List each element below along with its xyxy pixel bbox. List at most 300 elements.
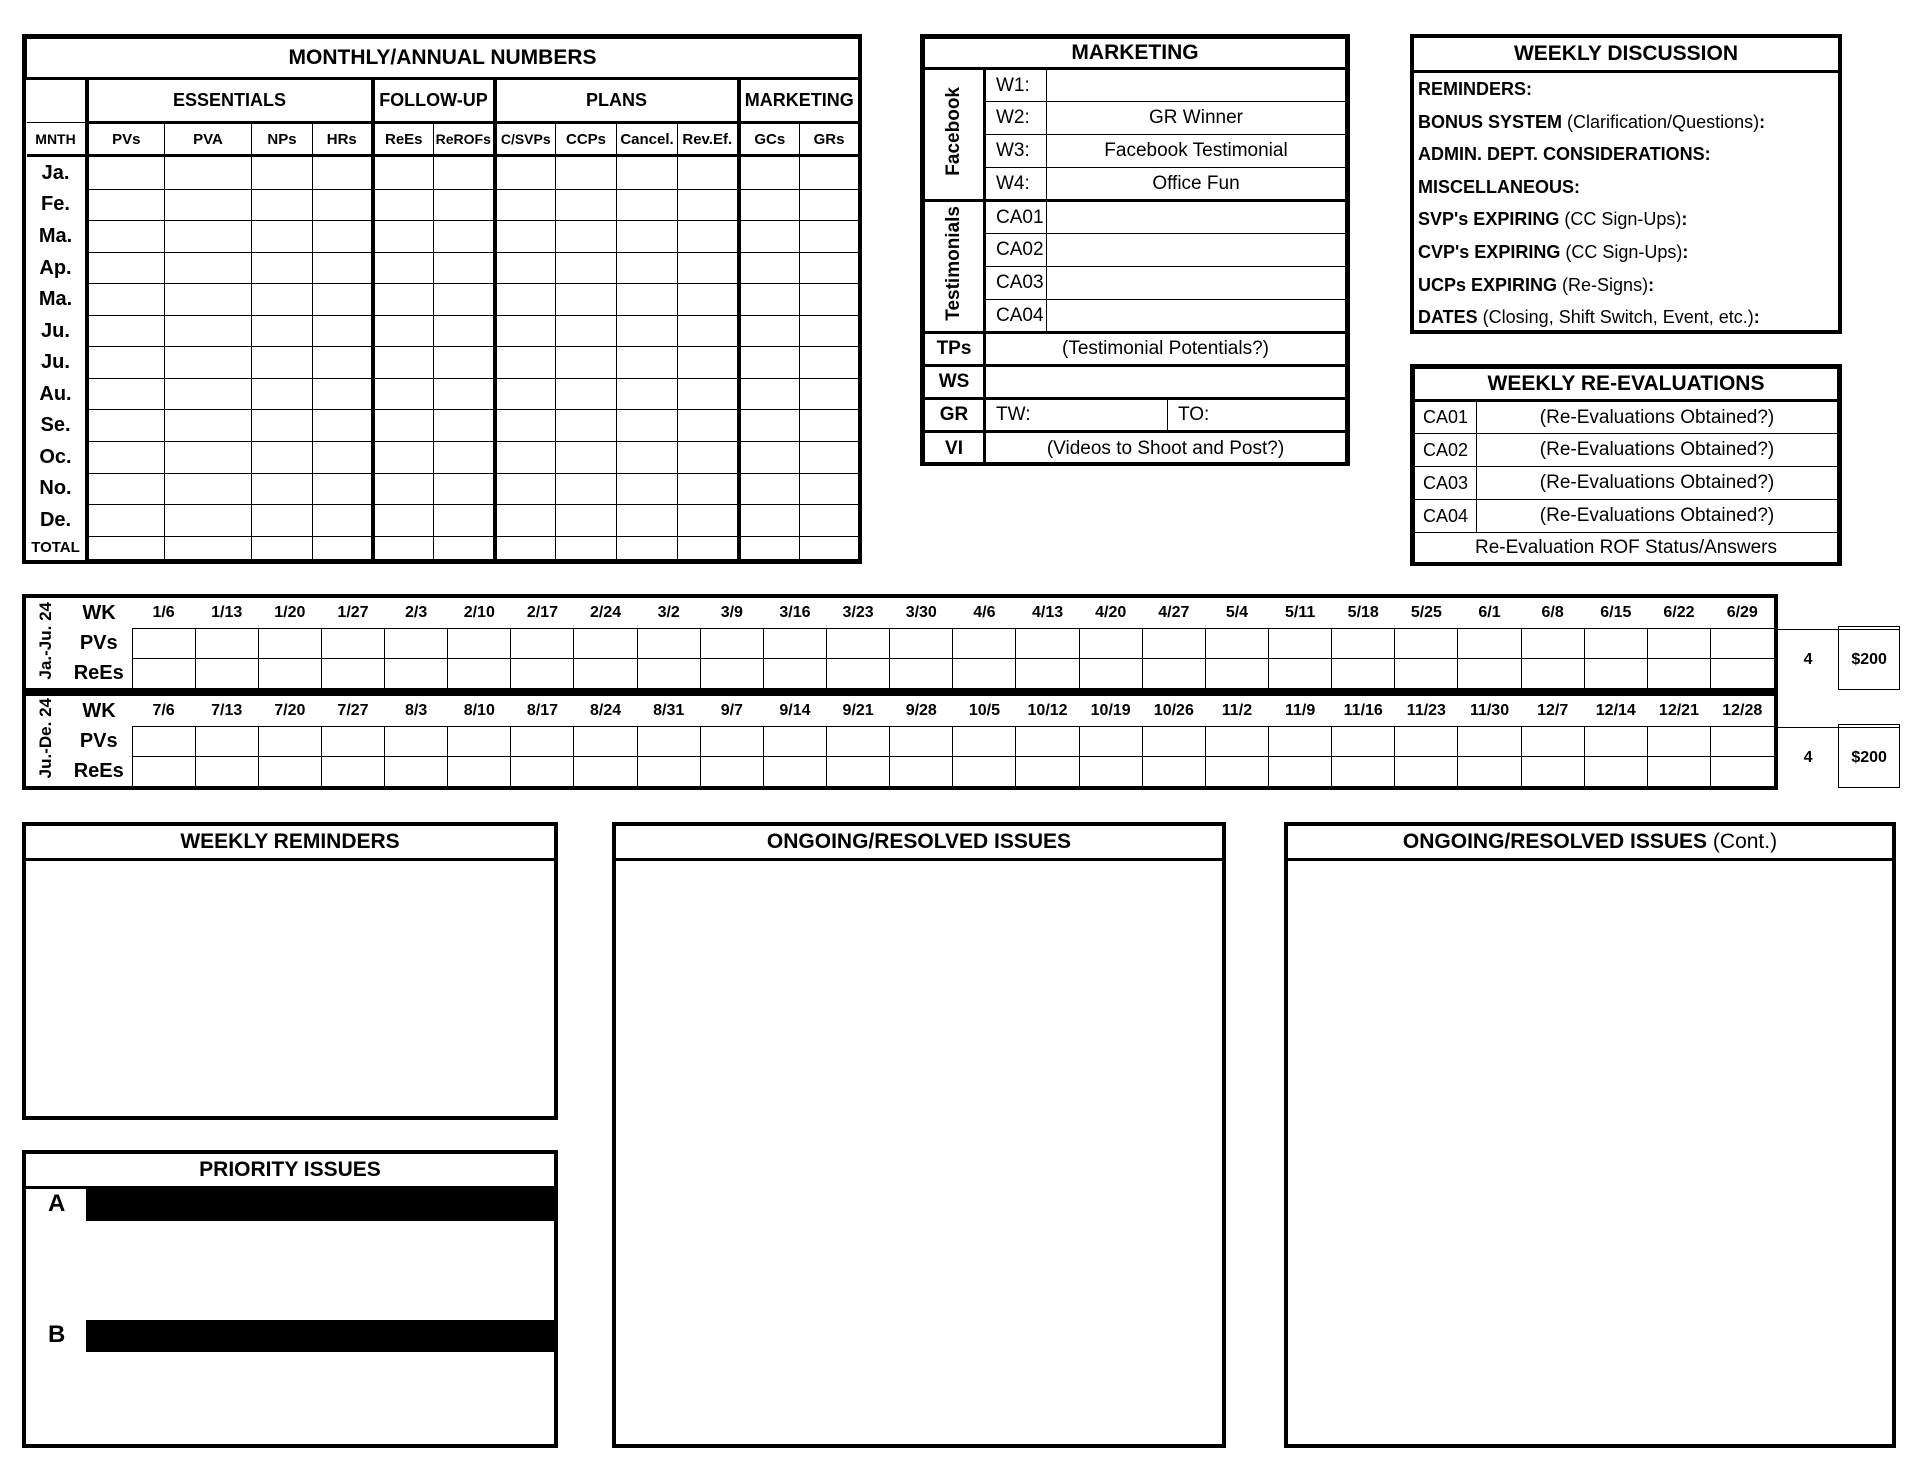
week-date: 10/12: [1016, 696, 1079, 726]
monthly-cell[interactable]: [434, 189, 495, 221]
week-cell[interactable]: [1647, 628, 1710, 658]
week-cell[interactable]: [132, 658, 195, 688]
weekly-reminders-content[interactable]: [26, 861, 554, 1119]
week-cell[interactable]: [1016, 726, 1079, 756]
monthly-cell[interactable]: [434, 156, 495, 190]
monthly-cell[interactable]: [617, 410, 678, 442]
monthly-cell[interactable]: [313, 536, 373, 559]
priority-b-content[interactable]: [26, 1354, 554, 1444]
week-cell[interactable]: [1205, 756, 1268, 786]
week-cell[interactable]: [258, 726, 321, 756]
monthly-cell[interactable]: [739, 347, 800, 379]
monthly-cell[interactable]: [165, 473, 252, 505]
week-cell[interactable]: [637, 726, 700, 756]
monthly-cell[interactable]: [165, 378, 252, 410]
discussion-item[interactable]: DATES (Closing, Shift Switch, Event, etc.):: [1418, 307, 1760, 328]
week-cell[interactable]: [321, 726, 384, 756]
testimonial-value-ca01[interactable]: [1047, 201, 1346, 234]
monthly-cell[interactable]: [434, 284, 495, 316]
monthly-cell[interactable]: [495, 378, 556, 410]
monthly-cell[interactable]: [617, 505, 678, 537]
week-cell[interactable]: [1079, 726, 1142, 756]
week-cell[interactable]: [637, 658, 700, 688]
week-row-label: PVs: [79, 729, 118, 752]
monthly-cell[interactable]: [800, 473, 859, 505]
week-cell[interactable]: [1521, 726, 1584, 756]
week-date: 1/27: [321, 598, 384, 628]
monthly-cell[interactable]: [313, 189, 373, 221]
monthly-cell[interactable]: [800, 189, 859, 221]
monthly-cell[interactable]: [313, 284, 373, 316]
monthly-cell[interactable]: [495, 347, 556, 379]
monthly-cell[interactable]: [739, 315, 800, 347]
week-cell[interactable]: [385, 726, 448, 756]
week-cell[interactable]: [953, 756, 1016, 786]
monthly-cell[interactable]: [373, 221, 434, 253]
monthly-cell[interactable]: [252, 505, 313, 537]
week-cell[interactable]: [953, 726, 1016, 756]
monthly-cell[interactable]: [87, 156, 165, 190]
monthly-cell[interactable]: [165, 505, 252, 537]
monthly-cell[interactable]: [313, 221, 373, 253]
monthly-cell[interactable]: [495, 252, 556, 284]
marketing-gr-to[interactable]: TO:: [1168, 399, 1346, 432]
re-eval-value-ca03[interactable]: (Re-Evaluations Obtained?): [1477, 467, 1838, 500]
monthly-cell[interactable]: [495, 189, 556, 221]
monthly-cell[interactable]: [252, 536, 313, 559]
monthly-cell[interactable]: [373, 189, 434, 221]
monthly-cell[interactable]: [252, 189, 313, 221]
week-cell[interactable]: [1205, 628, 1268, 658]
monthly-cell[interactable]: [165, 410, 252, 442]
monthly-cell[interactable]: [252, 347, 313, 379]
monthly-cell[interactable]: [87, 221, 165, 253]
marketing-value-ws[interactable]: [985, 366, 1346, 399]
week-cell[interactable]: [1205, 658, 1268, 688]
week-cell[interactable]: [321, 756, 384, 786]
week-cell[interactable]: [1079, 628, 1142, 658]
discussion-item[interactable]: SVP's EXPIRING (CC Sign-Ups):: [1418, 209, 1688, 230]
monthly-cell[interactable]: [165, 221, 252, 253]
ongoing-issues-cont-content[interactable]: [1288, 861, 1892, 1447]
monthly-cell[interactable]: [313, 315, 373, 347]
monthly-cell[interactable]: [556, 221, 617, 253]
monthly-cell[interactable]: [800, 156, 859, 190]
monthly-cell[interactable]: [373, 378, 434, 410]
monthly-cell[interactable]: [678, 252, 739, 284]
monthly-cell[interactable]: [495, 284, 556, 316]
week-cell[interactable]: [574, 658, 637, 688]
week-cell[interactable]: [890, 756, 953, 786]
monthly-cell[interactable]: [87, 505, 165, 537]
monthly-cell[interactable]: [739, 473, 800, 505]
week-cell[interactable]: [448, 658, 511, 688]
week-cell[interactable]: [1079, 658, 1142, 688]
monthly-cell[interactable]: [678, 536, 739, 559]
monthly-cell[interactable]: [617, 189, 678, 221]
monthly-cell[interactable]: [87, 410, 165, 442]
week-cell[interactable]: [321, 658, 384, 688]
week-cell[interactable]: [258, 756, 321, 786]
monthly-cell[interactable]: [617, 284, 678, 316]
monthly-cell[interactable]: [373, 315, 434, 347]
week-cell[interactable]: [1016, 658, 1079, 688]
monthly-cell[interactable]: [165, 189, 252, 221]
monthly-cell[interactable]: [800, 442, 859, 474]
monthly-cell[interactable]: [313, 347, 373, 379]
week-cell[interactable]: [1395, 726, 1458, 756]
monthly-cell[interactable]: [165, 252, 252, 284]
week-cell[interactable]: [1269, 658, 1332, 688]
week-cell[interactable]: [258, 658, 321, 688]
week-cell[interactable]: [1395, 756, 1458, 786]
priority-a-bar: [86, 1189, 554, 1221]
week-cell[interactable]: [1142, 628, 1205, 658]
marketing-gr-tw[interactable]: TW:: [985, 399, 1168, 432]
re-eval-value-ca01[interactable]: (Re-Evaluations Obtained?): [1477, 401, 1838, 434]
week-cell[interactable]: [700, 756, 763, 786]
week-cell[interactable]: [195, 726, 258, 756]
monthly-cell[interactable]: [252, 378, 313, 410]
monthly-cell[interactable]: [495, 536, 556, 559]
monthly-cell[interactable]: [495, 410, 556, 442]
monthly-cell[interactable]: [739, 284, 800, 316]
week-cell[interactable]: [1142, 726, 1205, 756]
discussion-item[interactable]: ADMIN. DEPT. CONSIDERATIONS:: [1418, 144, 1711, 165]
week-cell[interactable]: [448, 756, 511, 786]
week-cell[interactable]: [1269, 726, 1332, 756]
monthly-cell[interactable]: [252, 284, 313, 316]
monthly-cell[interactable]: [739, 156, 800, 190]
monthly-cell[interactable]: [373, 473, 434, 505]
week-cell[interactable]: [1521, 628, 1584, 658]
monthly-cell[interactable]: [678, 189, 739, 221]
week-cell[interactable]: [1332, 628, 1395, 658]
week-cell[interactable]: [890, 628, 953, 658]
week-cell[interactable]: [574, 726, 637, 756]
week-cell[interactable]: [1395, 658, 1458, 688]
monthly-cell[interactable]: [252, 252, 313, 284]
discussion-item[interactable]: CVP's EXPIRING (CC Sign-Ups):: [1418, 241, 1689, 262]
week-cell[interactable]: [1269, 628, 1332, 658]
week-cell[interactable]: [1269, 756, 1332, 786]
week-cell[interactable]: [1711, 628, 1774, 658]
monthly-cell[interactable]: [678, 410, 739, 442]
week-cell[interactable]: [132, 628, 195, 658]
monthly-cell[interactable]: [739, 536, 800, 559]
week-cell[interactable]: [763, 756, 826, 786]
monthly-cell[interactable]: [556, 378, 617, 410]
monthly-cell[interactable]: [617, 378, 678, 410]
monthly-cell[interactable]: [556, 473, 617, 505]
col-header: PVs: [87, 123, 165, 156]
monthly-cell[interactable]: [252, 410, 313, 442]
monthly-cell[interactable]: [373, 252, 434, 284]
week-cell[interactable]: [827, 628, 890, 658]
monthly-cell[interactable]: [373, 347, 434, 379]
monthly-cell[interactable]: [556, 536, 617, 559]
monthly-cell[interactable]: [739, 189, 800, 221]
monthly-cell[interactable]: [252, 315, 313, 347]
monthly-cell[interactable]: [556, 315, 617, 347]
monthly-cell[interactable]: [678, 284, 739, 316]
monthly-cell[interactable]: [165, 442, 252, 474]
week-cell[interactable]: [763, 726, 826, 756]
monthly-cell[interactable]: [800, 536, 859, 559]
marketing-value-w1[interactable]: [1047, 69, 1346, 102]
monthly-cell[interactable]: [739, 378, 800, 410]
ongoing-issues-content[interactable]: [616, 861, 1222, 1447]
week-cell[interactable]: [1079, 756, 1142, 786]
monthly-cell[interactable]: [800, 378, 859, 410]
week-cell[interactable]: [827, 658, 890, 688]
monthly-cell[interactable]: [617, 442, 678, 474]
week-cell[interactable]: [511, 726, 574, 756]
re-eval-value-ca02[interactable]: (Re-Evaluations Obtained?): [1477, 434, 1838, 467]
monthly-cell[interactable]: [313, 442, 373, 474]
monthly-cell[interactable]: [313, 410, 373, 442]
monthly-cell[interactable]: [434, 442, 495, 474]
marketing-value-w3[interactable]: Facebook Testimonial: [1047, 135, 1346, 168]
monthly-cell[interactable]: [495, 221, 556, 253]
monthly-cell[interactable]: [165, 156, 252, 190]
week-cell[interactable]: [953, 658, 1016, 688]
monthly-cell[interactable]: [373, 410, 434, 442]
monthly-cell[interactable]: [434, 473, 495, 505]
week-cell[interactable]: [195, 628, 258, 658]
monthly-cell[interactable]: [800, 410, 859, 442]
monthly-cell[interactable]: [313, 252, 373, 284]
discussion-item[interactable]: BONUS SYSTEM (Clarification/Questions):: [1418, 111, 1766, 132]
week-cell[interactable]: [132, 726, 195, 756]
priority-a-content[interactable]: [26, 1222, 554, 1318]
week-cell[interactable]: [890, 726, 953, 756]
monthly-cell[interactable]: [373, 442, 434, 474]
monthly-cell[interactable]: [87, 378, 165, 410]
week-cell[interactable]: [1521, 756, 1584, 786]
week-cell[interactable]: [1016, 756, 1079, 786]
week-cell[interactable]: [1458, 756, 1521, 786]
monthly-cell[interactable]: [434, 315, 495, 347]
testimonial-value-ca03[interactable]: [1047, 267, 1346, 300]
monthly-cell[interactable]: [313, 505, 373, 537]
monthly-cell[interactable]: [617, 473, 678, 505]
monthly-cell[interactable]: [87, 473, 165, 505]
ongoing-resolved-issues-cont-box: [1284, 822, 1896, 1448]
week-cell[interactable]: [132, 756, 195, 786]
monthly-cell[interactable]: [678, 505, 739, 537]
monthly-cell[interactable]: [87, 536, 165, 559]
marketing-value-tps[interactable]: (Testimonial Potentials?): [985, 333, 1346, 366]
week-date: 6/22: [1647, 598, 1710, 628]
week-cell[interactable]: [637, 628, 700, 658]
monthly-cell[interactable]: [373, 505, 434, 537]
week-cell[interactable]: [511, 628, 574, 658]
monthly-cell[interactable]: [434, 410, 495, 442]
monthly-cell[interactable]: [617, 156, 678, 190]
monthly-cell[interactable]: [800, 284, 859, 316]
monthly-cell[interactable]: [373, 156, 434, 190]
monthly-cell[interactable]: [495, 505, 556, 537]
monthly-cell[interactable]: [87, 347, 165, 379]
monthly-cell[interactable]: [678, 156, 739, 190]
week-cell[interactable]: [574, 628, 637, 658]
monthly-cell[interactable]: [373, 536, 434, 559]
week-cell[interactable]: [1332, 756, 1395, 786]
monthly-cell[interactable]: [165, 536, 252, 559]
monthly-cell[interactable]: [556, 442, 617, 474]
monthly-cell[interactable]: [495, 156, 556, 190]
summary-amount: $200: [1839, 728, 1900, 788]
monthly-cell[interactable]: [617, 252, 678, 284]
week-cell[interactable]: [1142, 756, 1205, 786]
monthly-cell[interactable]: [252, 442, 313, 474]
monthly-cell[interactable]: [617, 347, 678, 379]
monthly-cell[interactable]: [800, 252, 859, 284]
week-cell[interactable]: [700, 726, 763, 756]
monthly-cell[interactable]: [800, 315, 859, 347]
week-cell[interactable]: [953, 628, 1016, 658]
week-cell[interactable]: [385, 658, 448, 688]
week-cell[interactable]: [1521, 658, 1584, 688]
week-cell[interactable]: [1142, 658, 1205, 688]
week-cell[interactable]: [1205, 726, 1268, 756]
week-cell[interactable]: [763, 628, 826, 658]
week-cell[interactable]: [385, 628, 448, 658]
monthly-cell[interactable]: [165, 315, 252, 347]
monthly-cell[interactable]: [617, 315, 678, 347]
monthly-cell[interactable]: [678, 378, 739, 410]
week-cell[interactable]: [1711, 756, 1774, 786]
monthly-cell[interactable]: [556, 410, 617, 442]
monthly-cell[interactable]: [434, 221, 495, 253]
week-cell[interactable]: [1647, 726, 1710, 756]
week-cell[interactable]: [763, 658, 826, 688]
monthly-cell[interactable]: [87, 252, 165, 284]
week-cell[interactable]: [1711, 658, 1774, 688]
monthly-cell[interactable]: [617, 536, 678, 559]
monthly-cell[interactable]: [87, 189, 165, 221]
week-cell[interactable]: [1016, 628, 1079, 658]
week-cell[interactable]: [700, 628, 763, 658]
marketing-value-w2[interactable]: GR Winner: [1047, 102, 1346, 135]
monthly-cell[interactable]: [800, 221, 859, 253]
monthly-cell[interactable]: [313, 156, 373, 190]
week-cell[interactable]: [511, 756, 574, 786]
monthly-cell[interactable]: [739, 252, 800, 284]
monthly-cell[interactable]: [87, 315, 165, 347]
discussion-item[interactable]: MISCELLANEOUS:: [1418, 176, 1580, 197]
week-cell[interactable]: [448, 628, 511, 658]
week-cell[interactable]: [195, 658, 258, 688]
monthly-cell[interactable]: [556, 189, 617, 221]
monthly-cell[interactable]: [313, 378, 373, 410]
marketing-value-w4[interactable]: Office Fun: [1047, 168, 1346, 201]
week-cell[interactable]: [321, 628, 384, 658]
monthly-cell[interactable]: [313, 473, 373, 505]
week-cell[interactable]: [1647, 756, 1710, 786]
week-cell[interactable]: [1458, 628, 1521, 658]
month-row: [27, 442, 859, 474]
monthly-cell[interactable]: [87, 442, 165, 474]
monthly-cell[interactable]: [252, 473, 313, 505]
monthly-cell[interactable]: [617, 221, 678, 253]
week-cell[interactable]: [1711, 726, 1774, 756]
monthly-cell[interactable]: [434, 252, 495, 284]
monthly-cell[interactable]: [739, 505, 800, 537]
marketing-value-vi[interactable]: (Videos to Shoot and Post?): [985, 432, 1346, 465]
monthly-cell[interactable]: [165, 347, 252, 379]
week-cell[interactable]: [1332, 658, 1395, 688]
testimonial-value-ca02[interactable]: [1047, 234, 1346, 267]
monthly-cell[interactable]: [87, 284, 165, 316]
week-cell[interactable]: [637, 756, 700, 786]
monthly-cell[interactable]: [495, 315, 556, 347]
monthly-cell[interactable]: [252, 156, 313, 190]
monthly-cell[interactable]: [373, 284, 434, 316]
monthly-cell[interactable]: [800, 347, 859, 379]
monthly-cell[interactable]: [678, 221, 739, 253]
week-date: 1/13: [195, 598, 258, 628]
monthly-cell[interactable]: [678, 442, 739, 474]
week-cell[interactable]: [385, 756, 448, 786]
week-cell[interactable]: [511, 658, 574, 688]
re-eval-value-ca04[interactable]: (Re-Evaluations Obtained?): [1477, 500, 1838, 533]
monthly-cell[interactable]: [678, 315, 739, 347]
week-cell[interactable]: [1584, 726, 1647, 756]
monthly-cell[interactable]: [556, 252, 617, 284]
week-cell[interactable]: [448, 726, 511, 756]
week-cell[interactable]: [1584, 658, 1647, 688]
monthly-cell[interactable]: [556, 505, 617, 537]
week-cell[interactable]: [1332, 726, 1395, 756]
monthly-cell[interactable]: [678, 347, 739, 379]
monthly-cell[interactable]: [556, 347, 617, 379]
week-cell[interactable]: [700, 658, 763, 688]
week-cell[interactable]: [1458, 658, 1521, 688]
week-cell[interactable]: [1584, 628, 1647, 658]
monthly-cell[interactable]: [678, 473, 739, 505]
testimonial-value-ca04[interactable]: [1047, 300, 1346, 333]
monthly-cell[interactable]: [739, 410, 800, 442]
week-cell[interactable]: [195, 756, 258, 786]
discussion-item[interactable]: UCPs EXPIRING (Re-Signs):: [1418, 274, 1655, 295]
monthly-cell[interactable]: [556, 156, 617, 190]
monthly-cell[interactable]: [495, 442, 556, 474]
week-cell[interactable]: [827, 756, 890, 786]
monthly-cell[interactable]: [165, 284, 252, 316]
week-cell[interactable]: [1395, 628, 1458, 658]
monthly-cell[interactable]: [556, 284, 617, 316]
week-cell[interactable]: [1584, 756, 1647, 786]
monthly-cell[interactable]: [434, 347, 495, 379]
monthly-cell[interactable]: [739, 221, 800, 253]
discussion-item[interactable]: REMINDERS:: [1418, 79, 1533, 99]
monthly-cell[interactable]: [434, 536, 495, 559]
week-cell[interactable]: [827, 726, 890, 756]
week-cell[interactable]: [1647, 658, 1710, 688]
monthly-cell[interactable]: [434, 505, 495, 537]
monthly-cell[interactable]: [739, 442, 800, 474]
monthly-cell[interactable]: [800, 505, 859, 537]
week-cell[interactable]: [258, 628, 321, 658]
monthly-cell[interactable]: [252, 221, 313, 253]
monthly-cell[interactable]: [434, 378, 495, 410]
week-cell[interactable]: [1458, 726, 1521, 756]
week-cell[interactable]: [574, 756, 637, 786]
week-cell[interactable]: [890, 658, 953, 688]
monthly-cell[interactable]: [495, 473, 556, 505]
